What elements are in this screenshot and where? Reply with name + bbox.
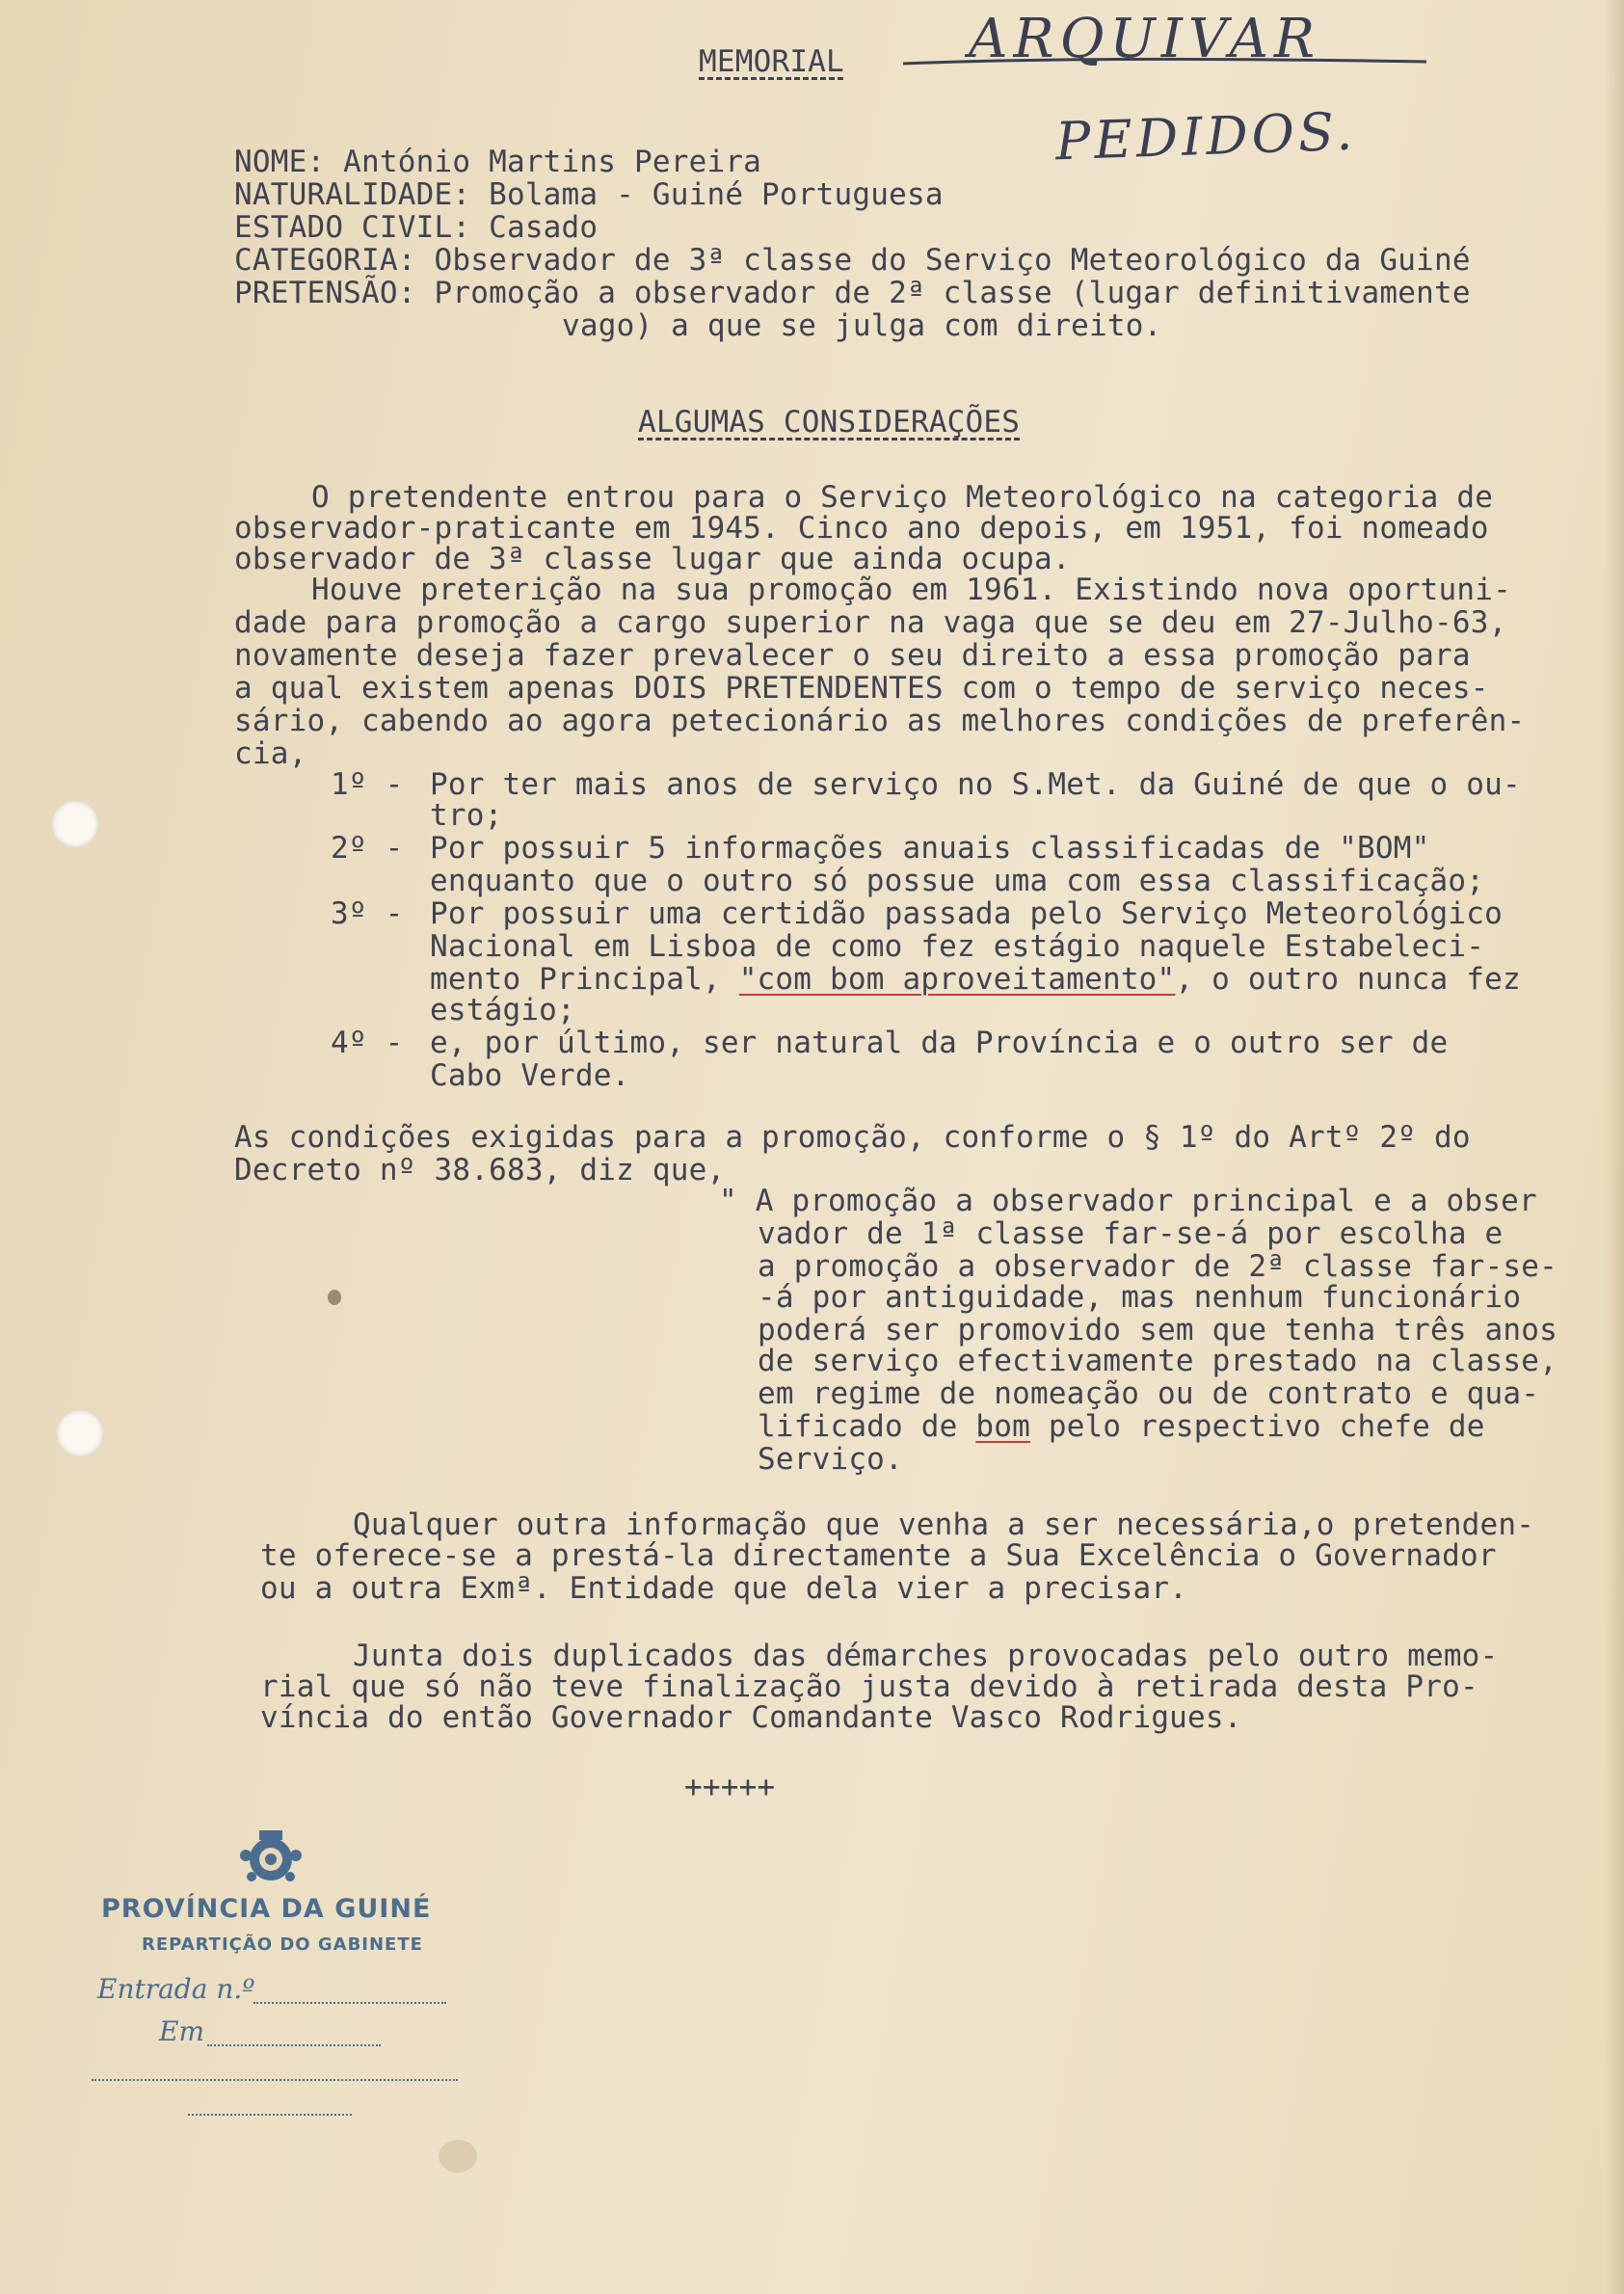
item-line: Por possuir uma certidão passada pelo Serviço Meteorológico — [430, 896, 1503, 931]
item-text: mento Principal, — [430, 962, 739, 997]
quote-line — [758, 1411, 1485, 1443]
paper-edge-shadow — [1605, 0, 1624, 2294]
quote-text: lificado de — [758, 1409, 976, 1444]
paragraph-line: observador de 3ª classe lugar que ainda ocupa. — [234, 542, 1071, 576]
paragraph-line: O pretendente entrou para o Serviço Meteorológico na categoria de — [311, 480, 1494, 515]
field-estado-civil: ESTADO CIVIL: Casado — [234, 210, 599, 245]
paper-stain — [439, 2140, 477, 2173]
punch-hole-bottom — [56, 1409, 104, 1457]
section-title: ALGUMAS CONSIDERAÇÕES — [638, 405, 1021, 440]
stamp-entrada-label: Entrada n.º — [97, 1973, 255, 2005]
item-number: 1º - — [331, 767, 404, 802]
paragraph-line: cia, — [234, 736, 307, 771]
item-line: Nacional em Lisboa de como fez estágio naquele Estabeleci- — [430, 929, 1485, 964]
paragraph-line: novamente deseja fazer prevalecer o seu direito a essa promoção para — [234, 638, 1471, 673]
paragraph-line: Decreto nº 38.683, diz que, — [234, 1153, 726, 1187]
stamp-blank-line — [92, 2079, 458, 2081]
quote-line: " A promoção a observador principal e a obser — [719, 1184, 1537, 1218]
paragraph-line: rial que só não teve finalização justa devido à retirada desta Pro- — [260, 1669, 1478, 1704]
paragraph-line: As condições exigidas para a promoção, conforme o § 1º do Artº 2º do — [234, 1120, 1471, 1155]
annotation-arquivar: ARQUIVAR — [969, 8, 1321, 70]
paragraph-line: Houve preterição na sua promoção em 1961. Existindo nova oportuni- — [311, 573, 1511, 607]
item-text: , o outro nunca fez — [1175, 962, 1521, 997]
stamp-title: PROVÍNCIA DA GUINÉ — [101, 1894, 432, 1924]
quote-line: poderá ser promovido sem que tenha três anos — [758, 1313, 1557, 1347]
field-pretensao: PRETENSÃO: Promoção a observador de 2ª classe (lugar definitivamente — [234, 276, 1471, 310]
item-line: enquanto que o outro só possue uma com essa classificação; — [430, 864, 1485, 898]
item-line — [430, 964, 1521, 996]
document-title: MEMORIAL — [699, 44, 844, 79]
quote-line: Serviço. — [758, 1442, 903, 1477]
stamp-entrada-line — [253, 2002, 446, 2004]
paragraph-line: víncia do então Governador Comandante Vasco Rodrigues. — [260, 1700, 1242, 1735]
item-line: e, por último, ser natural da Província e o outro ser de — [430, 1026, 1449, 1060]
quote-line: a promoção a observador de 2ª classe far-se- — [758, 1249, 1557, 1284]
paragraph-line: ou a outra Exmª. Entidade que dela vier a precisar. — [260, 1571, 1188, 1606]
ink-spot — [328, 1290, 341, 1305]
paragraph-line: observador-praticante em 1945. Cinco ano depois, em 1951, foi nomeado — [234, 511, 1489, 546]
item-line: tro; — [430, 798, 503, 833]
highlighted-phrase: "com bom aproveitamento" — [738, 962, 1176, 997]
paragraph-line: sário, cabendo ao agora petecionário as melhores condições de preferên- — [234, 704, 1526, 738]
field-nome: NOME: António Martins Pereira — [234, 145, 762, 179]
paragraph-line: Qualquer outra informação que venha a ser necessária,o pretenden- — [353, 1507, 1535, 1542]
stamp-em-label: Em — [159, 2015, 204, 2047]
item-number: 2º - — [331, 831, 404, 866]
quote-line: -á por antiguidade, mas nenhum funcionário — [758, 1280, 1522, 1315]
paragraph-line: dade para promoção a cargo superior na vaga que se deu em 27-Julho-63, — [234, 605, 1507, 640]
field-naturalidade: NATURALIDADE: Bolama - Guiné Portuguesa — [234, 177, 944, 212]
annotation-underline — [901, 56, 1431, 67]
item-number: 4º - — [331, 1026, 404, 1060]
punch-hole-top — [51, 800, 99, 848]
stamp-subtitle: REPARTIÇÃO DO GABINETE — [142, 1934, 423, 1955]
item-line: Por possuir 5 informações anuais classificadas de "BOM" — [430, 831, 1430, 866]
quote-line: em regime de nomeação ou de contrato e qua- — [758, 1376, 1540, 1411]
closing-mark: +++++ — [684, 1770, 776, 1804]
quote-line: de serviço efectivamente prestado na classe, — [758, 1344, 1557, 1378]
office-stamp — [92, 1827, 496, 2135]
field-pretensao-continuation: vago) a que se julga com direito. — [562, 308, 1162, 343]
field-categoria: CATEGORIA: Observador de 3ª classe do Serviço Meteorológico da Guiné — [234, 243, 1471, 278]
item-line: Cabo Verde. — [430, 1058, 630, 1093]
highlighted-word: bom — [975, 1409, 1030, 1444]
stamp-blank-line — [188, 2114, 352, 2116]
item-line: estágio; — [430, 993, 575, 1027]
quote-text: pelo respectivo chefe de — [1029, 1409, 1485, 1444]
paragraph-line: te oferece-se a prestá-la directamente a Sua Excelência o Governador — [260, 1538, 1497, 1573]
stamp-em-line — [207, 2044, 381, 2046]
paragraph-line: Junta dois duplicados das démarches provocadas pelo outro memo- — [353, 1639, 1499, 1673]
coat-of-arms-icon — [234, 1827, 307, 1890]
paragraph-line: a qual existem apenas DOIS PRETENDENTES com o tempo de serviço neces- — [234, 671, 1489, 706]
item-line: Por ter mais anos de serviço no S.Met. da Guiné de que o ou- — [430, 767, 1521, 802]
item-number: 3º - — [331, 896, 404, 931]
quote-line: vador de 1ª classe far-se-á por escolha e — [758, 1216, 1504, 1251]
annotation-pedidos: PEDIDOS. — [1053, 100, 1358, 173]
